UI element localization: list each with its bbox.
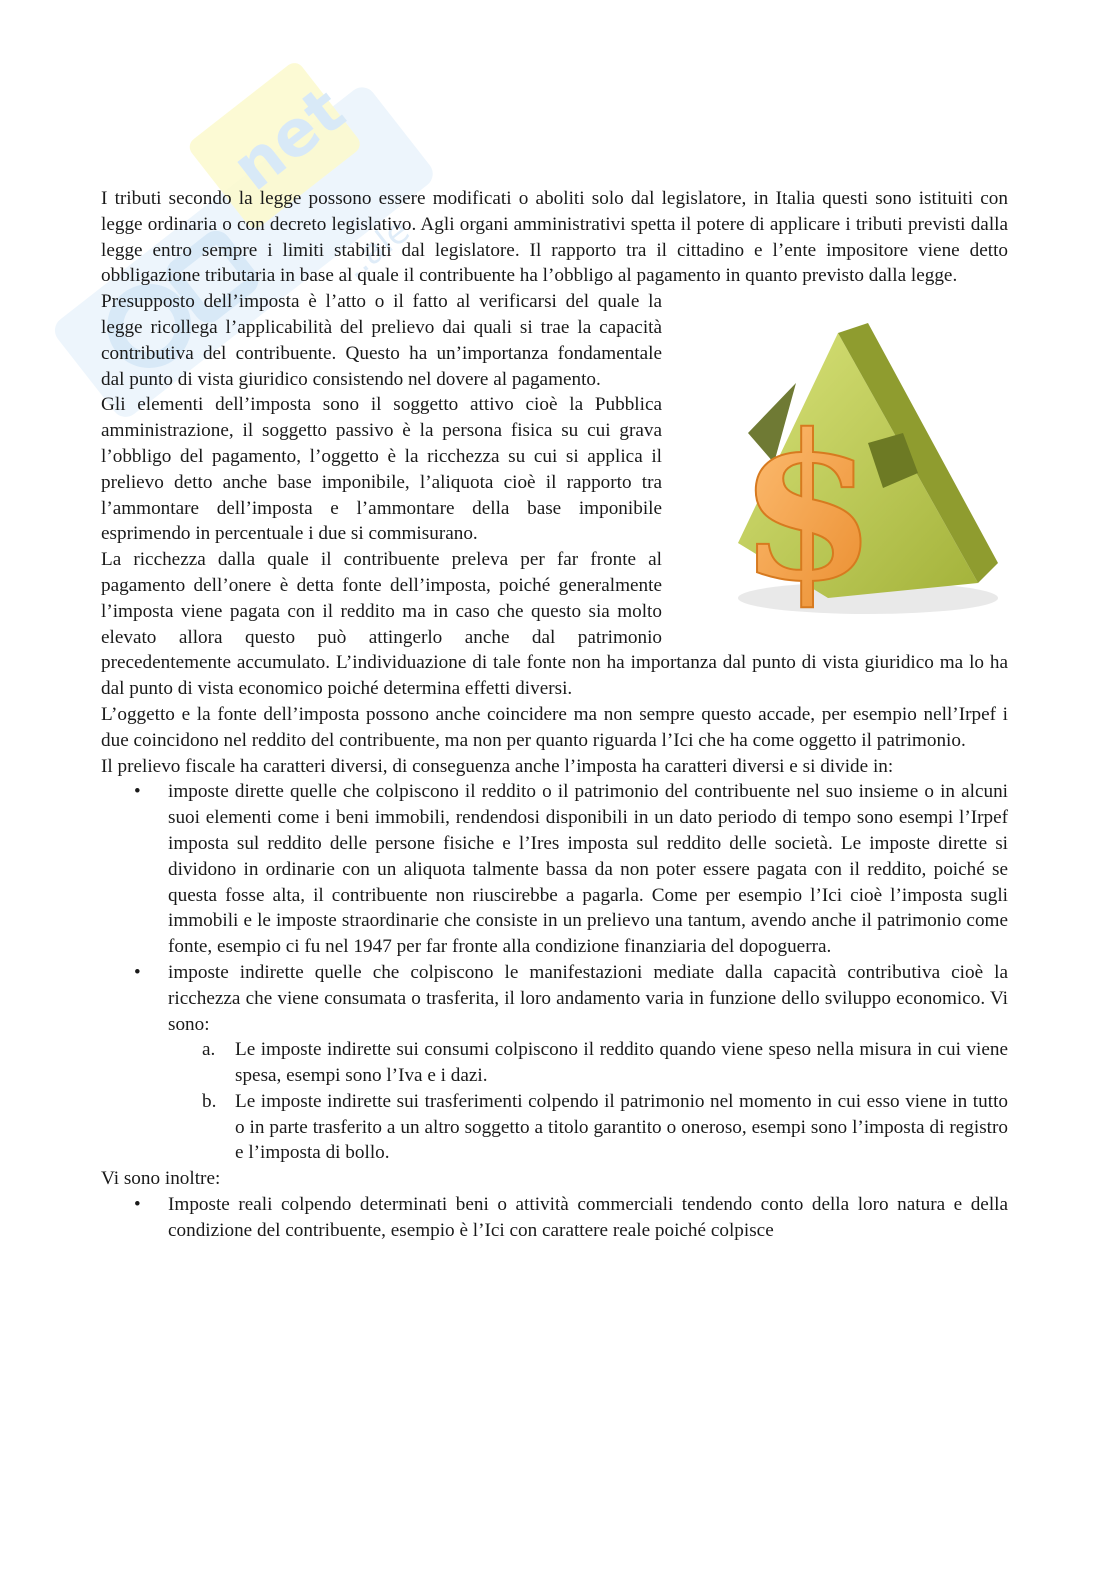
indirect-taxes-sublist [168,1037,1008,1166]
paragraph-6: Il prelievo fiscale ha caratteri diversi, di conseguenza anche l’imposta ha caratteri diversi e si divide in: [101,755,894,777]
paragraph-2: Presupposto dell’imposta è l’atto o il fatto al verificarsi del quale la legge ricollega l’applicabilità del prelievo dai quali si trae la capacità contributiva del contribuente. Questo ha un’importanza fondamentale dal punto di vista giuridico consistendo nel dovere al pagamento. [101,291,662,390]
sublist-item [168,1037,1008,1089]
watermark-logo-text: net [218,73,359,206]
sublist-text: Le imposte indirette sui consumi colpiscono il reddito quando viene speso nella misura in cui viene spesa, esempi sono l’Iva e i dazi. [235,1039,1008,1087]
dollar-house-icon [678,313,1008,633]
svg-text:$: $ [738,391,878,627]
paragraph-7: Vi sono inoltre: [101,1168,221,1190]
list-item [101,960,1008,1166]
paragraph-5: L’oggetto e la fonte dell’imposta possono anche coincidere ma non sempre questo accade, per esempio nell’Irpef i due coincidono nel reddito del contribuente, ma non per quanto riguarda l’Ici che ha come oggetto il patrimonio. [101,703,1008,751]
tax-types-list [101,779,1008,1166]
list-item-text: imposte indirette quelle che colpiscono le manifestazioni mediate dalla capacità contributiva cioè la ricchezza che viene consumata o trasferita, il loro andamento varia in funzione dello sviluppo economico. Vi sono: [168,961,1008,1035]
sublist-marker: b. [202,1090,217,1112]
document-body [101,186,1008,1244]
paragraph-4: La ricchezza dalla quale il contribuente preleva per far fronte al pagamento dell’onere è detta fonte dell’imposta, poiché generalmente l’imposta viene pagata con il reddito ma in caso che questo sia molto elevato allora questo può attingerlo anche dal patrimonio precedentemente accumulato. L’individuazione di tale fonte non ha importanza dal punto di vista giuridico ma lo ha dal punto di vista economico poiché determina effetti diversi. [101,549,1008,700]
list-item: • imposte dirette quelle che colpiscono il reddito o il patrimonio del contribuente nel suo insieme o in alcuni suoi elementi come i beni immobili, rendendosi disponibili in un dato periodo di tempo sono esempi l’Irpef imposta sul reddito delle persone fisiche e l’Ires imposta sul reddito delle società. Le imposte dirette si dividono in ordinarie con un aliquota talmente bassa da non poter essere pagata con il reddito, poiché se questa fosse alta, il contribuente non riuscirebbe a pagarla. Come per esempio l’Ici cioè l’imposta sugli immobili e le imposte straordinarie che consiste in un prelievo una tantum, avendo anche il patrimonio come fonte, esempio ci fu nel 1947 per far fronte alla condizione finanziaria del dopoguerra. [101,779,1008,960]
paragraph-1: I tributi secondo la legge possono essere modificati o aboliti solo dal legislatore, in Italia questi sono istituiti con legge ordinaria o con decreto legislativo. Agli organi amministrativi spetta il potere di applicare i tributi previsti dalla legge entro sempre i limiti stabiliti dal legislatore. Il rapporto tra il cittadino e l’ente impositore viene detto obbligazione tributaria in base al quale il contribuente ha l’obbligo al pagamento in quanto previsto dalla legge. [101,188,1008,287]
sublist-marker: a. [202,1039,216,1061]
further-taxes-list [101,1192,1008,1244]
sublist-item [168,1089,1008,1166]
sublist-text: Le imposte indirette sui trasferimenti colpendo il patrimonio nel momento in cui esso viene in tutto o in parte trasferito a un altro soggetto a titolo garantito o oneroso, esempi sono l’imposta di registro e l’imposta di bollo. [235,1090,1008,1164]
watermark-tagline: ..ale [335,210,418,288]
list-item: • Imposte reali colpendo determinati beni o attività commerciali tendendo conto della loro natura e della condizione del contribuente, esempio è l’Ici con carattere reale poiché colpisce [101,1192,1008,1244]
paragraph-3: Gli elementi dell’imposta sono il soggetto attivo cioè la Pubblica amministrazione, il soggetto passivo è la persona fisica su cui grava l’obbligo del pagamento, l’oggetto è la ricchezza su cui si applica il prelievo detto anche base imponibile, l’aliquota cioè il rapporto tra l’ammontare dell’imposta e l’ammontare della base imponibile esprimendo in percentuale i due si commisurano. [101,394,662,545]
dollar-house-figure [678,313,1008,633]
